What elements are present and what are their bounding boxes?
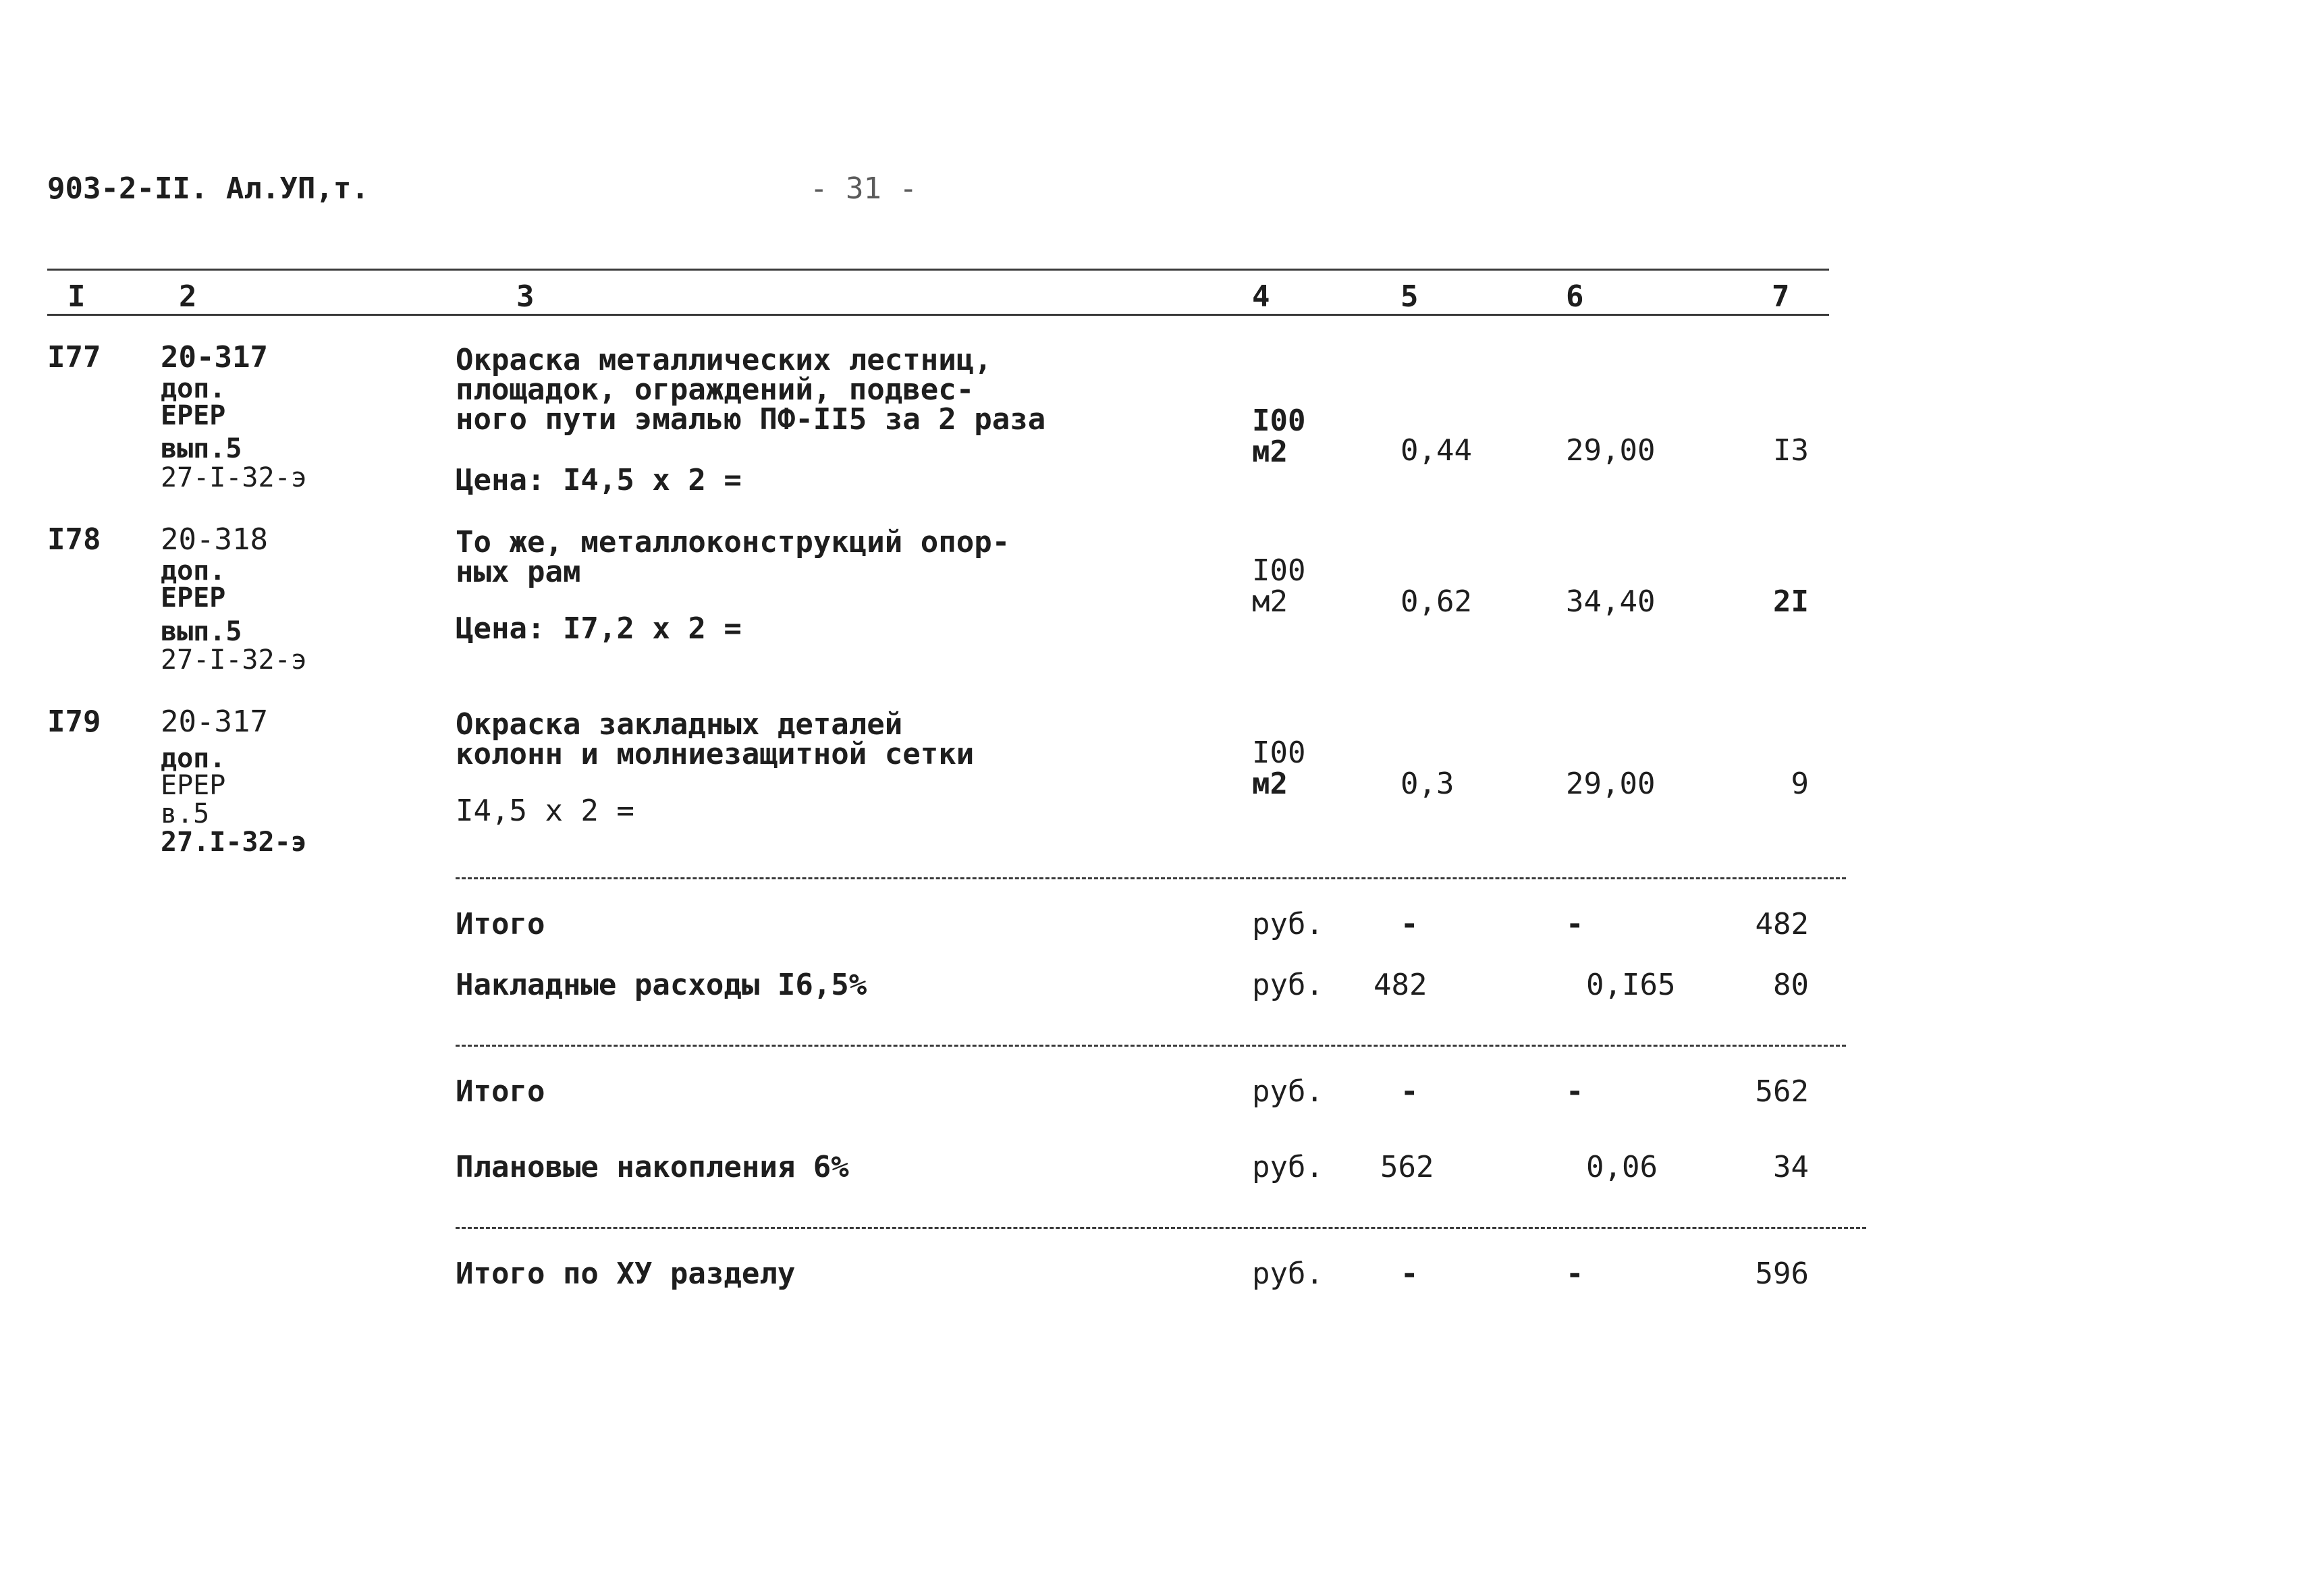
summary-label: Итого [456,907,545,941]
summary-base: 482 [1373,968,1427,1002]
row-rate: 34,40 [1566,584,1656,619]
summary-coefficient: - [1566,1257,1584,1291]
summary-unit: руб. [1252,1074,1324,1109]
column-header-5: 5 [1400,279,1419,314]
summary-unit: руб. [1252,968,1324,1002]
row-price-formula: Цена: I4,5 x 2 = [456,463,742,497]
summary-label: Плановые накопления 6% [456,1150,849,1184]
row-total: I3 [1773,433,1809,468]
row-code-line: ЕРЕР [161,400,226,431]
summary-total: 482 [1755,907,1809,941]
summary-coefficient: 0,I65 [1586,968,1676,1002]
row-description-line: То же, металлоконструкций опор- [456,525,1010,559]
summary-unit: руб. [1252,1257,1324,1291]
summary-base: - [1400,907,1419,941]
column-header-2: 2 [179,279,197,314]
row-number: I77 [47,340,101,375]
summary-base: - [1400,1257,1419,1291]
row-code-line: ЕРЕР [161,582,226,613]
page-number: - 31 - [810,171,917,206]
row-number: I78 [47,522,101,557]
column-header-7: 7 [1772,279,1790,314]
row-code-line: в.5 [161,798,210,829]
column-header-1: I [67,279,86,314]
summary-coefficient: - [1566,907,1584,941]
row-code-line: вып.5 [161,433,242,464]
row-code-line: ЕРЕР [161,770,226,801]
summary-total: 562 [1755,1074,1809,1109]
summary-label: Итого [456,1074,545,1109]
row-description-line: ного пути эмалью ПФ-II5 за 2 раза [456,402,1046,437]
section-divider [456,1045,1846,1047]
summary-base: 562 [1380,1150,1434,1184]
row-rate: 29,00 [1566,767,1656,801]
summary-base: - [1400,1074,1419,1109]
row-price-formula: I4,5 x 2 = [456,794,634,828]
row-description-line: Окраска металлических лестниц, [456,343,992,377]
row-quantity: 0,44 [1400,433,1472,468]
row-unit: м2 [1252,767,1288,801]
row-code-line: доп. [161,743,226,774]
row-price-formula: Цена: I7,2 x 2 = [456,611,742,646]
row-number: I79 [47,705,101,739]
column-header-4: 4 [1252,279,1270,314]
row-code-line: 27-I-32-э [161,462,307,493]
row-unit: м2 [1252,584,1288,619]
section-divider [456,877,1846,879]
row-total: 9 [1791,767,1809,801]
summary-label: Накладные расходы I6,5% [456,968,867,1002]
row-unit: I00 [1252,404,1306,438]
row-code-line: 27-I-32-э [161,644,307,676]
row-code-line: доп. [161,373,226,404]
summary-unit: руб. [1252,907,1324,941]
row-code-main: 20-317 [161,340,268,375]
row-code-main: 20-317 [161,705,268,739]
column-header-3: 3 [516,279,535,314]
row-code-line: 27.I-32-э [161,827,307,858]
table-top-rule [47,269,1829,271]
row-unit: I00 [1252,736,1306,770]
row-description-line: Окраска закладных деталей [456,707,903,742]
row-description-line: площадок, ограждений, подвес- [456,373,975,407]
summary-total: 34 [1773,1150,1809,1184]
summary-total: 596 [1755,1257,1809,1291]
row-rate: 29,00 [1566,433,1656,468]
summary-coefficient: 0,06 [1586,1150,1658,1184]
row-code-line: доп. [161,555,226,586]
column-header-6: 6 [1566,279,1584,314]
row-quantity: 0,3 [1400,767,1454,801]
section-divider [456,1227,1866,1229]
row-quantity: 0,62 [1400,584,1472,619]
document-code: 903-2-II. Ал.УП,т. [47,171,369,206]
row-unit: м2 [1252,435,1288,469]
row-total: 2I [1773,584,1809,619]
summary-coefficient: - [1566,1074,1584,1109]
summary-unit: руб. [1252,1150,1324,1184]
row-code-line: вып.5 [161,616,242,647]
header-bottom-rule [47,314,1829,316]
row-description-line: ных рам [456,555,581,589]
summary-total: 80 [1773,968,1809,1002]
row-description-line: колонн и молниезащитной сетки [456,737,975,771]
row-code-main: 20-318 [161,522,268,557]
summary-label: Итого по ХУ разделу [456,1257,796,1291]
row-unit: I00 [1252,553,1306,588]
